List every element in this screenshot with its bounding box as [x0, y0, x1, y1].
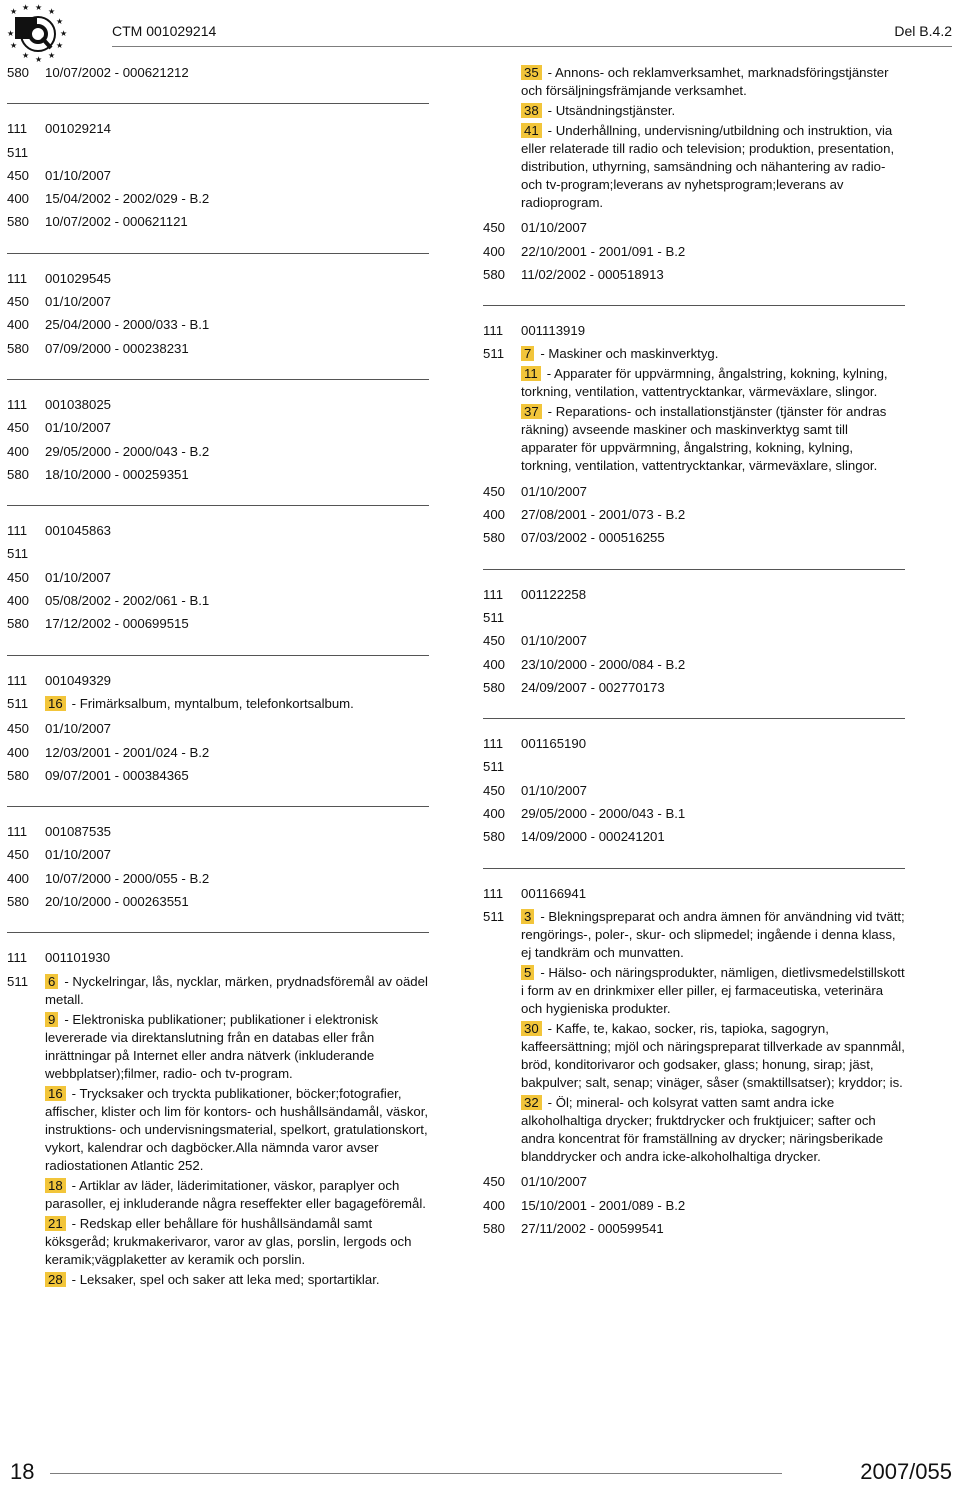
field-code: 111: [483, 323, 504, 339]
field-row: [483, 345, 905, 477]
field-code: 450: [7, 167, 30, 183]
field-value: 22/10/2001 - 2001/091 - B.2: [521, 243, 686, 259]
field-value: 01/10/2007: [45, 847, 112, 863]
class-item: [45, 695, 429, 713]
field-code: 450: [7, 420, 30, 436]
field-code: 511: [483, 908, 505, 924]
field-code: 111: [7, 523, 28, 539]
class-number: 16: [45, 696, 66, 711]
field-row: [7, 419, 429, 437]
class-number: 35: [521, 65, 542, 80]
field-row: [483, 1197, 905, 1215]
field-row: [483, 219, 908, 237]
class-description: - Utsändningstjänster.: [547, 103, 676, 118]
class-number: 3: [521, 909, 534, 924]
field-row: [7, 190, 429, 208]
field-value: 001122258: [521, 586, 587, 602]
class-item: [45, 1011, 429, 1083]
field-value: 01/10/2007: [45, 569, 112, 585]
field-value: 05/08/2002 - 2002/061 - B.1: [45, 593, 210, 609]
class-description: - Blekningspreparat och andra ämnen för användning vid tvätt; rengörings-, poler-, skur- och slipmedel; ingående i denna klass, ej tandkräm och munvatten.: [521, 908, 905, 960]
field-code: 111: [483, 885, 504, 901]
class-number: 18: [45, 1178, 66, 1193]
class-list: [521, 908, 905, 1168]
record-entry: [483, 305, 905, 568]
field-value: [521, 758, 905, 776]
field-code: 400: [7, 870, 30, 886]
field-row: [483, 266, 908, 284]
field-code: 111: [7, 950, 28, 966]
field-code: 400: [483, 656, 506, 672]
field-value: 01/10/2007: [45, 167, 112, 183]
record-entry: [483, 868, 905, 1259]
field-value: 001087535: [45, 824, 112, 840]
class-description: - Leksaker, spel och saker att leka med; sportartiklar.: [71, 1271, 380, 1287]
field-code: 511: [483, 609, 505, 625]
class-number: 7: [521, 346, 534, 361]
class-number: 21: [45, 1216, 66, 1231]
record-entry: [483, 64, 908, 305]
field-row: [483, 656, 905, 674]
field-code: 111: [7, 270, 28, 286]
field-code: 400: [483, 806, 506, 822]
field-row: [483, 782, 905, 800]
field-value: 10/07/2002 - 000621121: [45, 214, 188, 230]
field-code: 580: [7, 767, 30, 783]
field-row: [7, 592, 429, 610]
left-column: [7, 64, 432, 1312]
field-value: 15/04/2002 - 2002/029 - B.2: [45, 191, 210, 207]
record-entry: [7, 806, 429, 932]
field-row: [7, 569, 429, 587]
field-row: [7, 695, 429, 715]
field-row: [7, 744, 429, 762]
class-item: [45, 973, 429, 1009]
field-row: [7, 545, 429, 563]
field-value: 001165190: [521, 736, 587, 752]
field-row: [7, 767, 429, 785]
field-value: 07/09/2000 - 000238231: [45, 340, 189, 356]
field-code: 450: [483, 782, 506, 798]
field-row: [7, 167, 429, 185]
class-item: [45, 1271, 429, 1289]
field-value: [45, 545, 429, 563]
class-item: [521, 1020, 905, 1092]
field-row: [7, 293, 429, 311]
field-code: 450: [483, 220, 506, 236]
field-value: 001049329: [45, 672, 112, 688]
class-item: [45, 1085, 429, 1175]
field-row: [7, 213, 429, 231]
class-description: - Maskiner och maskinverktyg.: [540, 346, 719, 362]
svg-text:★: ★: [35, 3, 43, 12]
field-code: [483, 64, 521, 214]
field-value: 01/10/2007: [521, 220, 588, 236]
class-list: [45, 973, 429, 1291]
svg-text:★: ★: [10, 7, 18, 16]
header-rule: [112, 46, 952, 47]
field-value: 01/10/2007: [45, 721, 112, 737]
field-row: [483, 679, 905, 697]
field-value: 27/11/2002 - 000599541: [521, 1220, 664, 1236]
class-item: [521, 1094, 905, 1166]
field-code: 400: [7, 317, 30, 333]
field-code: 450: [483, 483, 506, 499]
field-row: [7, 443, 429, 461]
field-code: 511: [483, 759, 505, 775]
class-item: [521, 102, 908, 120]
field-value: 01/10/2007: [45, 420, 112, 436]
field-value: 001113919: [521, 323, 586, 339]
field-row: [7, 144, 429, 162]
field-value: 27/08/2001 - 2001/073 - B.2: [521, 507, 686, 523]
field-row: [483, 908, 905, 1168]
field-code: 580: [7, 616, 30, 632]
field-value: 01/10/2007: [45, 294, 112, 310]
record-entry: [7, 64, 432, 103]
record-entry: [483, 569, 905, 718]
record-entry: [7, 103, 429, 252]
field-code: 400: [483, 243, 506, 259]
field-row: [7, 672, 429, 690]
field-row: [483, 529, 905, 547]
field-value: 11/02/2002 - 000518913: [521, 266, 664, 282]
svg-text:★: ★: [22, 3, 30, 12]
record-entry: [7, 379, 429, 505]
field-code: 580: [7, 894, 30, 910]
field-code: 450: [7, 721, 30, 737]
record-entry: [7, 505, 429, 654]
field-value: 10/07/2002 - 000621212: [45, 65, 189, 80]
record-entry: [7, 932, 429, 1312]
footer-rule: [50, 1473, 782, 1474]
field-value: 24/09/2007 - 002770173: [521, 679, 665, 695]
field-row: [7, 270, 429, 288]
class-number: 37: [521, 404, 542, 419]
field-row: [483, 483, 905, 501]
field-code: 511: [7, 973, 29, 989]
class-description: - Elektroniska publikationer; publikationer i elektronisk levererade via direktanslutning från en databas eller från inrättningar på Internet eller andra nätverk (inkluderande webbplatser);filmer, radio- och tv-program.: [45, 1011, 379, 1081]
field-code: 450: [7, 294, 30, 310]
field-code: 580: [483, 530, 506, 546]
field-row: [483, 735, 905, 753]
field-code: 111: [7, 824, 28, 840]
field-row: [483, 1173, 905, 1191]
class-description: - Öl; mineral- och kolsyrat vatten samt andra icke alkoholhaltiga drycker; fruktdrycker och fruktjuicer; safter och andra koncentrat för framställning av drycker; näringsberikade blanddrycker och andra icke-alkoholhaltiga drycker.: [521, 1094, 884, 1164]
field-value: 20/10/2000 - 000263551: [45, 894, 189, 910]
class-number: 32: [521, 1095, 542, 1110]
right-column: [483, 64, 908, 1259]
field-row: [483, 322, 905, 340]
field-code: 580: [483, 829, 506, 845]
class-item: [45, 1177, 429, 1213]
class-description: - Kaffe, te, kakao, socker, ris, tapioka, sagogryn, kaffeersättning; mjöl och näringspreparat tillverkade av spannmål, bröd, konditorivaror och godsaker, glass; honung, sirap; jäst, bakpulver; salt, senap; vinäger, såser (smaktillsatser); kryddor; is.: [521, 1020, 905, 1090]
field-row: [483, 805, 905, 823]
field-row: [7, 120, 429, 138]
class-description: - Artiklar av läder, läderimitationer, väskor, paraplyer och parasoller, ej inkluderande några reseffekter eller bagageföremål.: [45, 1177, 426, 1211]
svg-text:★: ★: [56, 41, 64, 50]
field-row: [483, 1220, 905, 1238]
field-code: 580: [7, 340, 30, 356]
class-number: 28: [45, 1272, 66, 1287]
svg-text:★: ★: [35, 55, 43, 62]
record-entry: [483, 718, 905, 867]
field-code: 111: [7, 672, 28, 688]
svg-text:★: ★: [22, 51, 30, 60]
field-row: [7, 615, 429, 633]
page-number: 18: [10, 1459, 35, 1484]
field-code: 450: [7, 569, 30, 585]
class-list: [45, 695, 429, 715]
field-code: 400: [483, 1197, 506, 1213]
field-value: 29/05/2000 - 2000/043 - B.1: [521, 806, 686, 822]
field-value: 10/07/2000 - 2000/055 - B.2: [45, 870, 210, 886]
field-value: 15/10/2001 - 2001/089 - B.2: [521, 1197, 686, 1213]
field-value: [45, 144, 429, 162]
field-code: 111: [483, 586, 504, 602]
field-code: 511: [7, 695, 29, 711]
field-code: 511: [7, 144, 29, 160]
class-number: 30: [521, 1021, 542, 1036]
svg-text:★: ★: [10, 41, 18, 50]
office-emblem-icon: [6, 2, 70, 62]
field-code: 400: [7, 443, 30, 459]
field-row: [7, 64, 432, 82]
field-value: 09/07/2001 - 000384365: [45, 767, 189, 783]
class-item: [521, 403, 905, 475]
field-value: 14/09/2000 - 000241201: [521, 829, 665, 845]
class-number: 6: [45, 974, 58, 989]
class-number: 16: [45, 1086, 66, 1101]
field-value: 07/03/2002 - 000516255: [521, 530, 665, 546]
field-value: 23/10/2000 - 2000/084 - B.2: [521, 656, 686, 672]
field-code: 580: [483, 266, 506, 282]
field-value: 001029545: [45, 270, 112, 286]
class-description: - Annons- och reklamverksamhet, marknadsföringstjänster och försäljningsfrämjande verksamhet.: [521, 65, 889, 98]
field-row: [483, 828, 905, 846]
field-row: [483, 243, 908, 261]
field-row: [7, 973, 429, 1291]
field-row: [483, 758, 905, 776]
field-row: [483, 64, 908, 214]
class-number: 38: [521, 103, 542, 118]
field-code: 400: [7, 744, 30, 760]
document-part: Del B.4.2: [894, 23, 952, 39]
class-number: 5: [521, 965, 534, 980]
class-list: [521, 64, 908, 214]
field-code: 450: [483, 1174, 506, 1190]
field-code: 111: [483, 736, 504, 752]
class-item: [521, 122, 908, 212]
field-code: 580: [483, 679, 506, 695]
field-value: 29/05/2000 - 2000/043 - B.2: [45, 443, 210, 459]
field-row: [7, 396, 429, 414]
page-header: [0, 0, 960, 64]
field-code: 111: [7, 121, 28, 137]
field-value: 17/12/2002 - 000699515: [45, 616, 189, 632]
class-item: [521, 908, 905, 962]
field-code: 511: [483, 346, 505, 362]
class-number: 41: [521, 123, 542, 138]
field-value: 001045863: [45, 523, 112, 539]
field-code: 400: [7, 593, 30, 609]
field-code: 111: [7, 396, 28, 412]
class-description: - Apparater för uppvärmning, ångalstring, kokning, kylning, torkning, ventilation, vattentrycktankar, värmeväxlare, slingor.: [521, 366, 888, 400]
class-description: - Hälso- och näringsprodukter, nämligen, dietlivsmedelstillskott i form av en drinkmixer eller piller, ej farmaceutiska, veterinära och hygieniska produkter.: [521, 964, 905, 1016]
field-value: 01/10/2007: [521, 782, 588, 798]
field-value: 001166941: [521, 885, 587, 901]
class-item: [521, 365, 905, 401]
field-code: 450: [7, 847, 30, 863]
field-row: [483, 586, 905, 604]
field-row: [483, 885, 905, 903]
field-value: 001029214: [45, 121, 112, 137]
document-title: CTM 001029214: [112, 23, 217, 39]
field-row: [7, 522, 429, 540]
field-row: [7, 823, 429, 841]
field-row: [7, 949, 429, 967]
field-value: 01/10/2007: [521, 483, 588, 499]
field-value: 18/10/2000 - 000259351: [45, 466, 189, 482]
bulletin-issue: 2007/055: [860, 1459, 952, 1484]
class-description: - Reparations- och installationstjänster (tjänster för andras räkning) avseende maskiner och maskinverktyg samt till apparater för uppvärmning, ångalstring, kokning, kylning, torkning, ventilation, vattentrycktankar, värmeväxlare, slingor.: [521, 404, 887, 474]
class-item: [521, 64, 908, 100]
field-row: [483, 506, 905, 524]
field-value: 25/04/2000 - 2000/033 - B.1: [45, 317, 210, 333]
field-row: [7, 893, 429, 911]
svg-text:★: ★: [48, 7, 56, 16]
record-entry: [7, 253, 429, 379]
field-value: 001101930: [45, 950, 111, 966]
svg-text:★: ★: [48, 51, 56, 60]
class-number: 9: [45, 1012, 58, 1027]
svg-text:★: ★: [7, 29, 15, 38]
field-code: 580: [7, 466, 30, 482]
field-row: [483, 609, 905, 627]
field-row: [7, 340, 429, 358]
class-item: [521, 345, 905, 363]
field-value: [521, 609, 905, 627]
field-value: 001038025: [45, 396, 112, 412]
class-description: - Trycksaker och tryckta publikationer, böcker;fotografier, affischer, klister och lim för kontors- och hushållsändamål, väskor, instruktions- och undervisningsmaterial, spelkort, gratulationskort, vykort, kalendrar och dagböcker.Alla nämnda varor avser radiostationen Atlantic 252.: [45, 1085, 429, 1173]
class-number: 11: [521, 366, 541, 381]
field-code: 400: [7, 191, 30, 207]
field-row: [483, 632, 905, 650]
class-item: [521, 964, 905, 1018]
field-code: 400: [483, 507, 506, 523]
svg-text:★: ★: [56, 17, 64, 26]
field-code: 580: [7, 214, 30, 230]
field-value: 01/10/2007: [521, 1174, 588, 1190]
field-row: [7, 466, 429, 484]
field-value: 01/10/2007: [521, 633, 588, 649]
field-code: 511: [7, 546, 29, 562]
class-description: - Underhållning, undervisning/utbildning och instruktion, via eller relaterade till radio och television; produktion, presentation, distribution, uthyrning, samsändning och nähantering av radio- och tv-program;leverans av nyhetsprogram;leverans av radioprogram.: [521, 123, 895, 210]
field-code: 450: [483, 633, 506, 649]
class-description: - Frimärksalbum, myntalbum, telefonkortsalbum.: [71, 695, 354, 711]
field-row: [7, 720, 429, 738]
class-description: - Nyckelringar, lås, nycklar, märken, prydnadsföremål av oädel metall.: [45, 973, 428, 1007]
svg-text:★: ★: [60, 29, 68, 38]
field-row: [7, 316, 429, 334]
field-value: 12/03/2001 - 2001/024 - B.2: [45, 744, 210, 760]
class-item: [45, 1215, 429, 1269]
field-code: 580: [7, 65, 30, 80]
record-entry: [7, 655, 429, 806]
field-row: [7, 870, 429, 888]
class-description: - Redskap eller behållare för hushållsändamål samt köksgeråd; krukmakerivaror, varor av glas, porslin, lergods och keramik;vägplaketter av keramik och porslin.: [45, 1215, 412, 1267]
field-code: 580: [483, 1220, 506, 1236]
field-row: [7, 846, 429, 864]
class-list: [521, 345, 905, 477]
